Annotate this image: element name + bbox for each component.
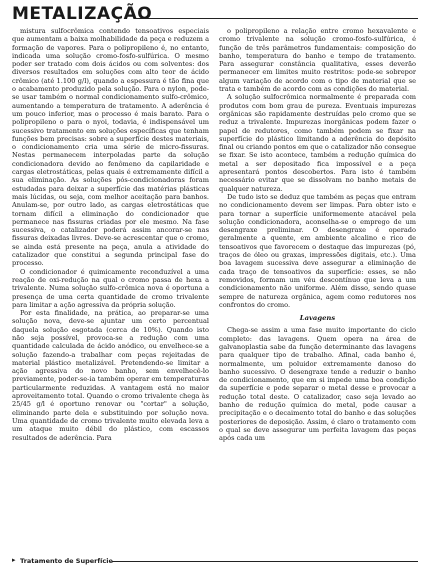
- article-body: [12, 27, 416, 549]
- page-header: [12, 4, 418, 26]
- paragraph: De tudo isto se deduz que também as peças que entram no condicionamento devem ser limpas. Para obter isto e para tornar a superfície uniformemente atacável pela solução condicionadora, aconselha-se o emprego de um desengraxe preliminar. O desengraxe é operado geralmente a quente, em ambiente alcalino e rico de tensoativos que favorecem o destaque das impurezas (pó, traços de óleo ou graxas, impressões digitais, etc.). Uma boa lavagem sucessiva deve assegurar a eliminação de cada traço de tensoativos da superfície: esses, se não removidos, formam um véu descontínuo que leva a um condicionamento não uniforme. Além disso, sendo quase sempre de natureza orgânica, agem como redutores nos confrontos do cromo.: [219, 192, 416, 309]
- subheading-lavagens: Lavagens: [299, 314, 336, 323]
- paragraph: Chega-se assim a uma fase muito importante do ciclo completo: das lavagens. Quem opera na área de galvanoplastia sabe da função determinante das lavagens para qualquer tipo de trabalho. Afinal, cada banho é, normalmente, um poluidor extremamente danoso do banho sucessivo. O desengraxe tende a reduzir o banho de condicionamento, que em si impede uma boa condição da superfície e pode separar o metal desse e provocar a redução total deste. O catalizador, caso seja levado ao banho de redução química do metal, pode causar a precipitação e o decaimento total do banho e das soluções posteriores de deposição. Assim, é claro o tratamento com o qual se deve assegurar um perfeita lavagem das peças após cada um: [219, 326, 416, 443]
- column-left: [12, 27, 209, 549]
- column-middle: [219, 27, 416, 549]
- footer-rule: [112, 561, 418, 562]
- paragraph: mistura sulfocrômica contendo tensoativos especiais que aumentam a baixa molhabilidade da peça e reduzem a formação de vapores. Para o polipropileno é, no entanto, indicada uma solução cromo-fosfo-sulfúrica. O mesmo poder ser tratado com dois ácidos ou com solventes: dos diversos resultados em soluções com alto teor de ácido crômico (até 1.100 g/l), quando a espessura é tão fina que o acabamento produzido pela solução. Para o nylon, pode-se usar também o normal condicionamento sulfo-crômico, aumentando a temperatura de tratamento. A aderência é um pouco inferior, mas o processo é mais barato. Para o polipropileno o para o nyoi, todavia, é indispensável um sucessivo tratamento em soluções específicas que tenham funções bem precisas: sobre a superfície destes materiais, o condicionamento cria uma série de micro-fissuras. Nestas permanecem interpoladas parte da solução condicionadora devido ao fenômeno da capilaridade e cargas eletrostáticas, pelas quais é extremamente difícil a sua eliminação. As soluções pós-condicionadoras foram estudadas para deixar a superfície das matérias plásticas mais lúcidas, ou seja, com melhor aceitação para banhos. Anulam-se, por outro lado, as cargas eletrostáticas que tornam difícil a eliminação do condicionador que permanece nas fissuras criadas por ele mesmo. Na fase sucessiva, o catalizador poderá assim ancorar-se nas fissuras deixadas livres. Deve-se acrescentar que o cromo, se ainda está presente na peça, anula a atividade do catalizador que constitui a segunda principal fase do processo.: [12, 27, 209, 268]
- header-rule: [134, 18, 418, 19]
- publication-name: Tratamento de Superfície: [20, 557, 113, 565]
- paragraph: O condicionador é quimicamente reconduzível a uma reação de oxi-redução na qual o cromo passa de hexa a trivalente. Numa solução sulfo-crômica nova é oportuna a presença de uma certa quantidade de cromo trivalente para limitar a ação agressiva da própria solução.: [12, 267, 209, 309]
- arrow-icon: ▸: [12, 556, 16, 564]
- paragraph: Por esta finalidade, na prática, ao preparar-se uma solução nova, deve-se ajuntar um certo percentual daquela solução esgotada (cerca de 10%). Quando isto não seja possível, provoca-se a redução com uma quantidade calculada de ácido anódico, ou envelhece-se a solução fazendo-a trabalhar com peças rejeitadas de material plástico metalizável. Pretendendo-se limitar a ação agressiva do novo banho, sem envelhecê-lo previamente, poder-se-ia também operar em temperaturas particularmente reduzidas. A vantagem está no maior aproveitamento total. Quando o cromo trivalente chega às 25/45 g/l é oportuno renovar ou "cortar" a solução, eliminando parte dela e substituindo por solução nova. Uma quantidade de cromo trivalente muito elevada leva a um ataque muito débil do plástico, com escassos resultados de aderência. Para: [12, 309, 209, 442]
- page-footer: [12, 556, 418, 566]
- paragraph: o polipropileno a relação entre cromo hexavalente e cromo trivalente na solução cromo-fosfo-sulfúrica, é função de três parâmetros fundamentais: composição do banho, temperatura do banho e tempo de tratamento. Para assegurar constância qualitativa, esses deverão permanecer em limites muito restritos: pode-se sobrepor algum variação de acordo com o tipo de material que se trata e também de acordo com as condições do material.: [219, 27, 416, 94]
- section-title: METALIZAÇÃO: [12, 4, 153, 24]
- paragraph: A solução sulfocrômica normalmente é preparada com produtos com bom grau de pureza. Eventuais impurezas orgânicas são rapidamente destruídas pelo cromo que se reduz a trivalente. Impurezas inorgânicas podem fazer o papel de redutores, como também podem se fixar na superfície do plástico limitando a aderência do depósito final ou criando pontos em que o catalizador não consegue se fixar. Se isto acontece, também a redução química do metal a ser depositado fica impossível e a peça apresentará pontos descobertos. Para isto é também necessário evitar que se dissolvam no banho metais de qualquer natureza.: [219, 93, 416, 193]
